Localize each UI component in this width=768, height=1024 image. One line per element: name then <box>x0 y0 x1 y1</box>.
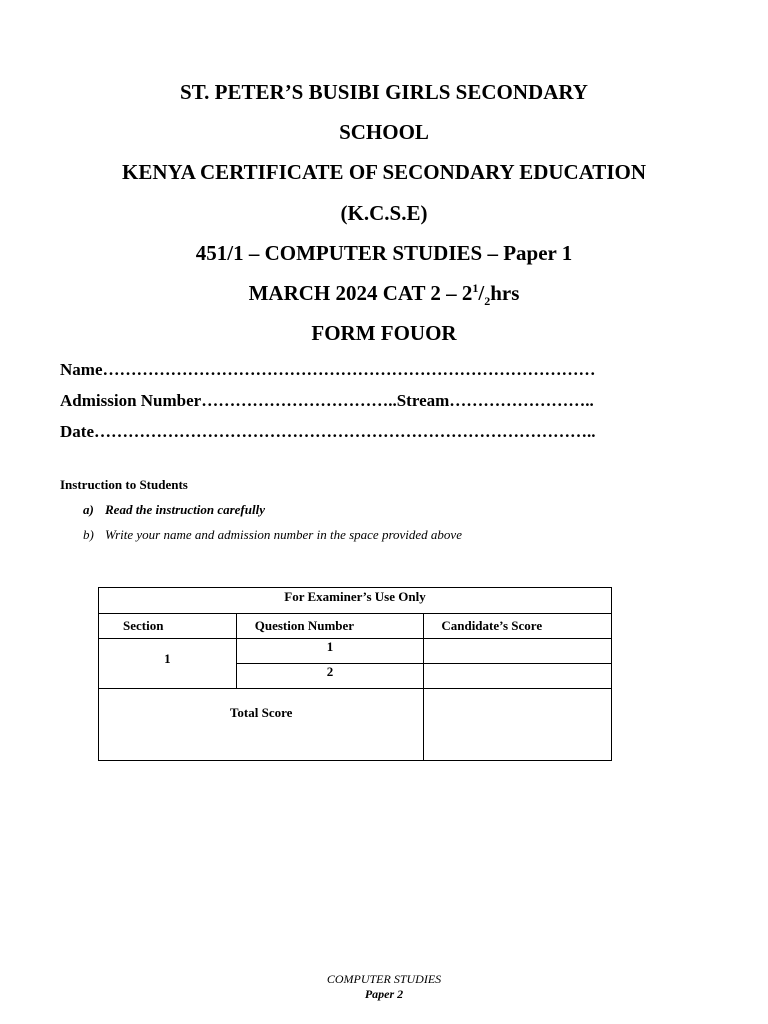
admission-stream-field: Admission Number……………………………..Stream…………………….. <box>60 391 594 410</box>
total-score-label: Total Score <box>99 689 424 761</box>
question-number: 1 <box>236 639 424 664</box>
table-header-row <box>99 614 612 639</box>
session-suffix: hrs <box>490 281 520 305</box>
question-number: 2 <box>236 664 424 689</box>
exam-title-line1: KENYA CERTIFICATE OF SECONDARY EDUCATION <box>122 160 646 184</box>
table-title-row <box>99 588 612 614</box>
table-title: For Examiner’s Use Only <box>99 588 612 614</box>
examiner-table <box>98 587 612 761</box>
school-name-line2: SCHOOL <box>339 120 429 144</box>
footer-subject: COMPUTER STUDIES <box>326 972 442 986</box>
column-header-question-number: Question Number <box>236 614 424 639</box>
name-field: Name…………………………………………………………………………… <box>60 360 596 379</box>
instruction-marker: b) <box>83 527 94 542</box>
form-title: FORM FOUOR <box>311 321 457 345</box>
score-cell[interactable] <box>424 639 612 664</box>
session-fraction-numerator: 1 <box>472 281 479 295</box>
total-score-row <box>99 689 612 761</box>
table-row <box>99 639 612 664</box>
exam-title-line2: (K.C.S.E) <box>340 201 428 225</box>
session-fraction-denominator: 2 <box>484 294 491 309</box>
instruction-text: Read the instruction carefully <box>105 502 265 517</box>
instruction-item-b <box>83 526 462 543</box>
score-cell[interactable] <box>424 664 612 689</box>
instruction-item-a <box>83 501 265 518</box>
paper-title: 451/1 – COMPUTER STUDIES – Paper 1 <box>195 241 573 265</box>
total-score-value-cell[interactable] <box>424 689 612 761</box>
school-name-line1: ST. PETER’S BUSIBI GIRLS SECONDARY <box>180 80 588 104</box>
session-fraction-slash: / <box>478 281 485 305</box>
session-line <box>0 280 768 309</box>
instructions-heading: Instruction to Students <box>60 477 188 492</box>
instruction-text: Write your name and admission number in the space provided above <box>105 527 462 542</box>
instruction-marker: a) <box>83 502 94 517</box>
column-header-section: Section <box>99 614 237 639</box>
date-field: Date…………………………………………………………………………….. <box>60 422 596 441</box>
section-number: 1 <box>99 639 237 689</box>
session-prefix: MARCH 2024 CAT 2 – 2 <box>248 281 473 305</box>
column-header-candidate-score: Candidate’s Score <box>424 614 612 639</box>
footer-paper: Paper 2 <box>364 987 404 1001</box>
